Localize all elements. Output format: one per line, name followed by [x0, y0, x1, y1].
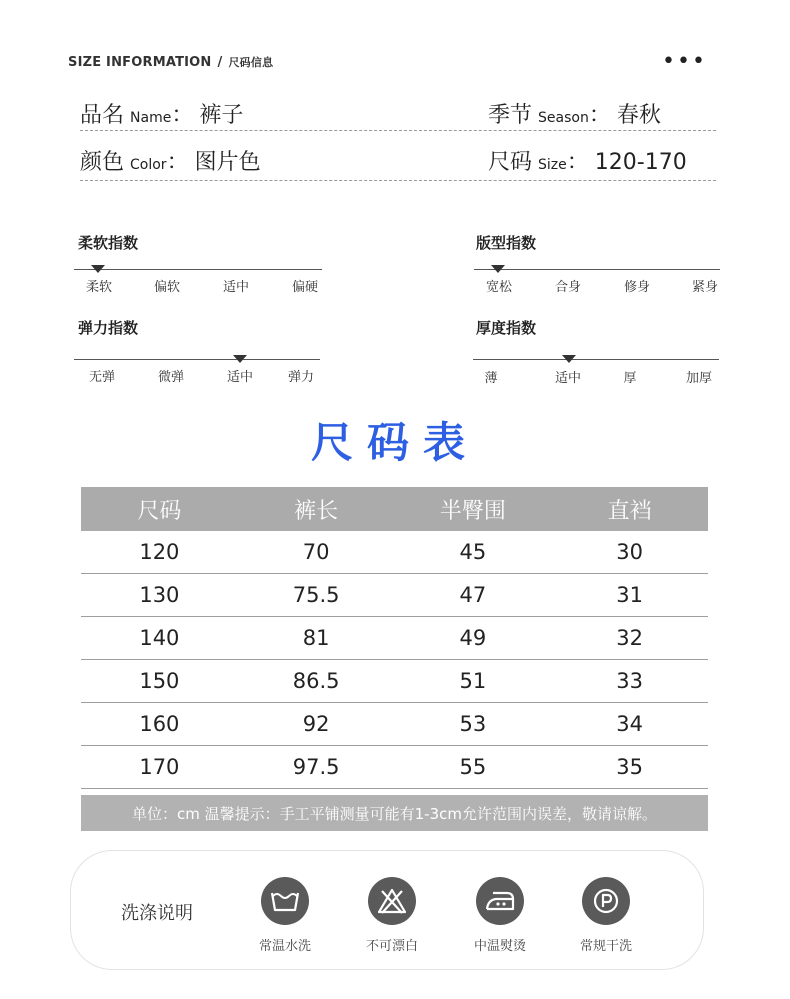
thickness-label-2: 厚: [623, 371, 637, 386]
thickness-label-1: 适中: [554, 371, 581, 386]
header-title: [68, 54, 273, 70]
fit-label-2: 修身: [623, 280, 650, 295]
header-separator: /: [217, 55, 223, 70]
wash-tub-icon: [261, 877, 309, 925]
table-cell: 75.5: [292, 583, 340, 607]
table-cell: 130: [139, 583, 180, 607]
table-cell: 140: [139, 626, 180, 650]
iron-icon: [476, 877, 524, 925]
table-header-cell: 尺码: [137, 498, 182, 524]
softness-label-1: 偏软: [153, 280, 180, 295]
no-bleach-icon: [368, 877, 416, 925]
table-cell: 35: [616, 755, 643, 779]
info-divider-2: [80, 180, 716, 181]
size-value: 120-170: [594, 150, 687, 175]
season-label: 季节: [488, 103, 533, 128]
table-cell: 160: [139, 712, 180, 736]
season-value: 春秋: [616, 103, 661, 128]
size-label-en: Size: [538, 157, 567, 173]
elasticity-scale-line: [74, 359, 320, 360]
table-header-cell: 半臀围: [439, 498, 506, 524]
table-note: 单位：cm 温馨提示：手工平铺测量可能有1-3cm允许范围内误差，敬请谅解。: [81, 795, 708, 831]
care-label-wash: 常温水洗: [258, 939, 311, 954]
table-row: [81, 574, 708, 617]
table-cell: 170: [139, 755, 180, 779]
name-value: 裤子: [199, 103, 244, 128]
softness-scale-marker: [91, 265, 105, 273]
table-cell: 51: [459, 669, 487, 693]
table-cell: 81: [302, 626, 330, 650]
color-value: 图片色: [194, 150, 261, 175]
table-cell: 34: [616, 712, 643, 736]
softness-scale-line: [74, 269, 322, 270]
info-size: [488, 145, 687, 176]
softness-index-title: 柔软指数: [78, 234, 139, 252]
table-cell: 33: [616, 669, 643, 693]
elasticity-label-1: 微弹: [157, 370, 184, 385]
care-item-iron: [450, 877, 550, 954]
fit-label-3: 紧身: [691, 280, 718, 295]
care-title: 洗涤说明: [121, 903, 193, 924]
more-dots-icon[interactable]: •••: [662, 49, 707, 74]
size-table: [81, 487, 708, 831]
elasticity-label-3: 弹力: [287, 370, 314, 385]
color-colon: ：: [166, 150, 189, 175]
table-cell: 70: [302, 540, 330, 564]
table-cell: 49: [459, 626, 487, 650]
name-label: 品名: [80, 103, 125, 128]
header-title-cn: 尺码信息: [228, 56, 274, 69]
softness-label-2: 适中: [222, 280, 249, 295]
elasticity-scale-marker: [233, 355, 247, 363]
table-cell: 47: [459, 583, 487, 607]
care-label-iron: 中温熨烫: [473, 939, 526, 954]
name-colon: ：: [171, 103, 194, 128]
info-season: [488, 98, 661, 129]
elasticity-label-0: 无弹: [88, 370, 115, 385]
fit-scale-line: [474, 269, 720, 270]
season-label-en: Season: [538, 110, 589, 126]
fit-scale-marker: [491, 265, 505, 273]
thickness-scale-line: [473, 359, 719, 360]
thickness-index-title: 厚度指数: [476, 319, 537, 337]
thickness-scale-marker: [562, 355, 576, 363]
table-cell: 31: [616, 583, 643, 607]
table-header-cell: 裤长: [294, 498, 339, 524]
table-row: [81, 660, 708, 703]
size-chart-title: 尺码表: [310, 418, 479, 467]
color-label: 颜色: [80, 150, 125, 175]
table-header-cell: 直裆: [607, 498, 652, 524]
table-cell: 30: [616, 540, 643, 564]
table-cell: 53: [459, 712, 487, 736]
softness-label-3: 偏硬: [291, 280, 318, 295]
table-cell: 97.5: [292, 755, 340, 779]
fit-label-0: 宽松: [485, 280, 512, 295]
fit-label-1: 合身: [554, 280, 581, 295]
info-name: [80, 98, 243, 129]
info-color: [80, 145, 261, 176]
table-header-row: [81, 487, 708, 531]
table-row: [81, 703, 708, 746]
table-cell: 92: [302, 712, 330, 736]
care-item-dryclean: [556, 877, 656, 954]
info-divider-1: [80, 130, 716, 131]
thickness-label-0: 薄: [484, 371, 498, 386]
name-label-en: Name: [130, 110, 172, 126]
care-item-wash: [235, 877, 335, 954]
elasticity-index-title: 弹力指数: [78, 319, 139, 337]
table-cell: 32: [616, 626, 643, 650]
header-title-en: SIZE INFORMATION: [68, 55, 212, 70]
care-label-dryclean: 常规干洗: [579, 939, 632, 954]
table-cell: 45: [459, 540, 487, 564]
care-item-bleach: [342, 877, 442, 954]
fit-index-title: 版型指数: [476, 234, 537, 252]
dry-clean-p-icon: [582, 877, 630, 925]
table-row: [81, 617, 708, 660]
table-row: [81, 746, 708, 789]
elasticity-label-2: 适中: [226, 370, 253, 385]
color-label-en: Color: [130, 157, 167, 173]
care-label-bleach: 不可漂白: [365, 939, 418, 954]
size-colon: ：: [566, 150, 589, 175]
table-cell: 86.5: [292, 669, 340, 693]
thickness-label-3: 加厚: [685, 371, 712, 386]
table-cell: 150: [139, 669, 180, 693]
softness-label-0: 柔软: [85, 280, 112, 295]
size-label: 尺码: [488, 150, 533, 175]
table-row: [81, 531, 708, 574]
table-cell: 55: [459, 755, 487, 779]
care-box: [70, 850, 704, 970]
table-cell: 120: [139, 540, 180, 564]
season-colon: ：: [588, 103, 611, 128]
